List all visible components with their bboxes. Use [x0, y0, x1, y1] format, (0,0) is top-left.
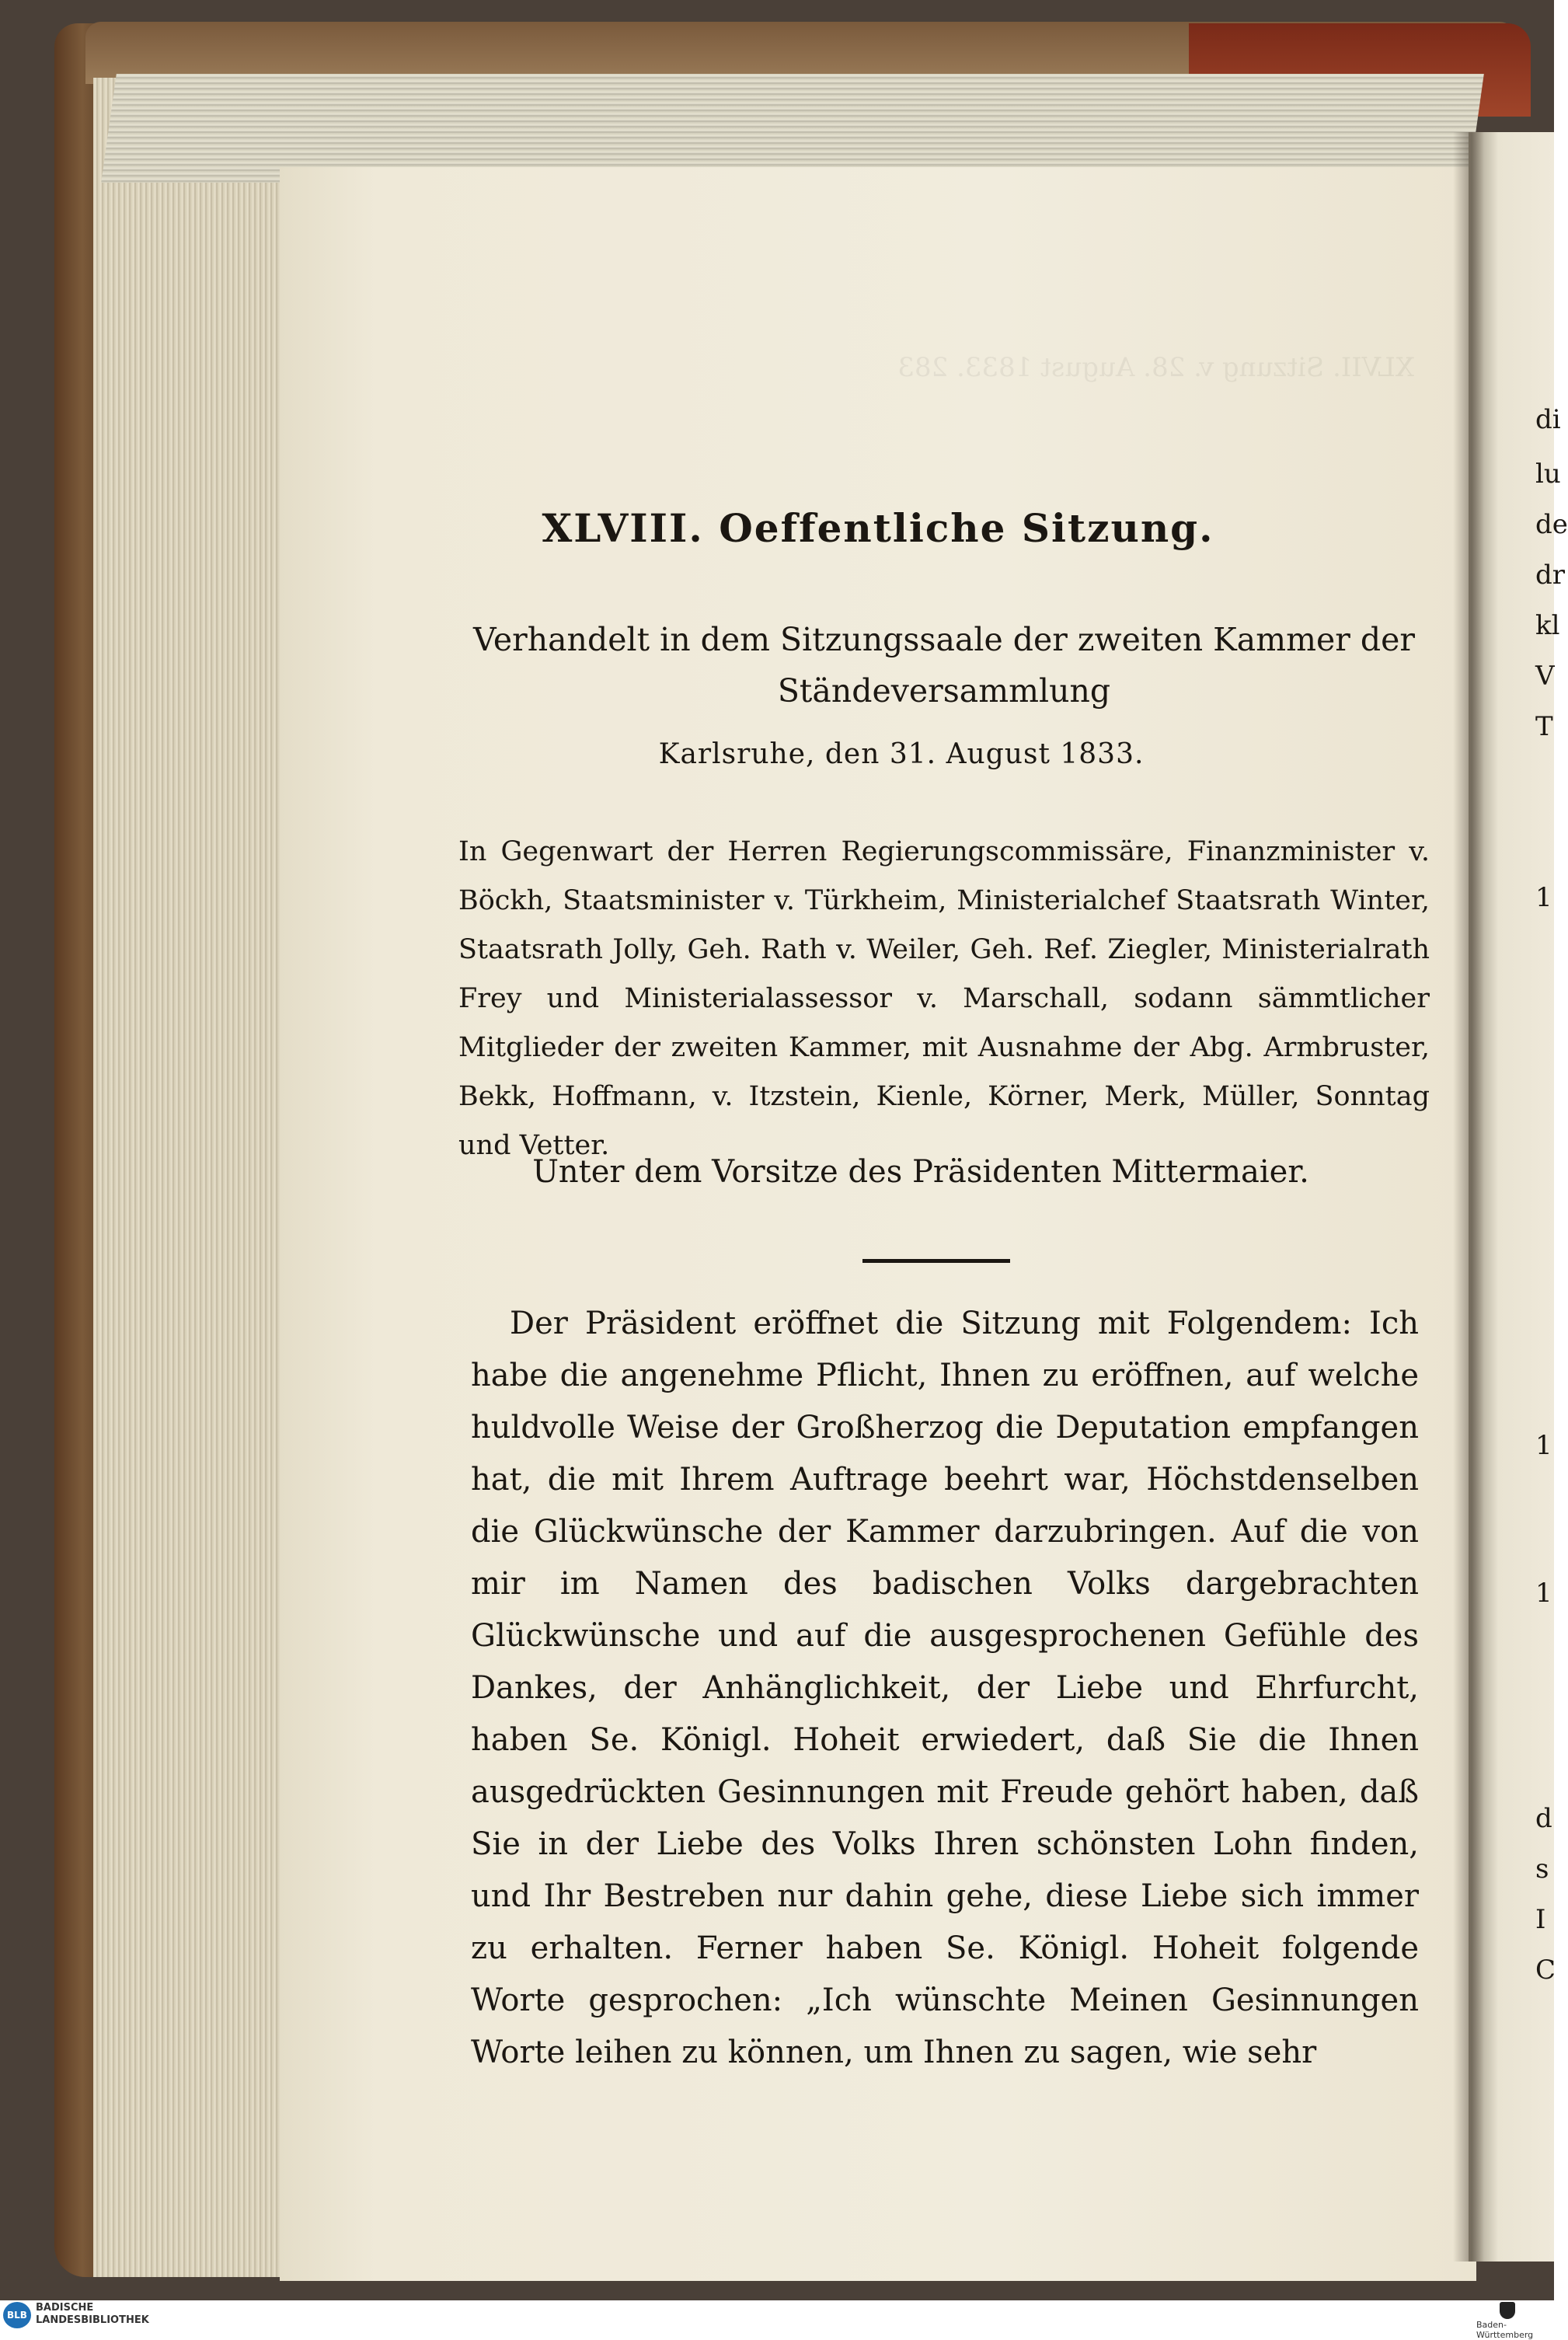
right-page-fragment: 1	[1535, 1430, 1552, 1461]
library-logo-icon: BLB	[3, 2302, 31, 2328]
chair-line: Unter dem Vorsitze des Präsidenten Mittermaier.	[532, 1154, 1309, 1190]
right-page-fragment: I	[1535, 1904, 1546, 1935]
place-date: Karlsruhe, den 31. August 1833.	[658, 738, 1145, 770]
library-name	[36, 2302, 149, 2327]
presence-paragraph: In Gegenwart der Herren Regierungscommissäre, Finanzminister v. Böckh, Staatsminister v. Türkheim, Ministerialchef Staatsrath Winter, Staatsrath Jolly, Geh. Rath v. Weiler, Geh. Ref. Ziegler, Ministerialrath Frey und Ministerialassessor v. Marschall, sodann sämmtlicher Mitglieder der zweiten Kammer, mit Ausnahme der Abg. Armbruster, Bekk, Hoffmann, v. Itzstein, Kienle, Körner, Merk, Müller, Sonntag und Vetter.	[458, 836, 1430, 1161]
right-page-fragment: 1	[1535, 1578, 1552, 1609]
library-name-line2: LANDESBIBLIOTHEK	[36, 2314, 149, 2326]
right-page-fragment: de	[1535, 509, 1568, 540]
right-page-fragment: C	[1535, 1955, 1556, 1986]
right-page-fragment: lu	[1535, 459, 1561, 490]
library-name-line1: BADISCHE	[36, 2302, 94, 2314]
right-page-fragment: dr	[1535, 560, 1566, 591]
bleed-through-header: XLVII. Sitzung v. 28. August 1833. 283	[897, 352, 1414, 383]
partner-name: Baden-Württemberg	[1476, 2320, 1534, 2340]
chapter-heading: XLVIII. Oeffentliche Sitzung.	[542, 505, 1214, 551]
body-paragraph: Der Präsident eröffnet die Sitzung mit Folgendem: Ich habe die angenehme Pflicht, Ihnen zu eröffnen, auf welche huldvolle Weise der Großherzog die Deputation empfangen hat, die mit Ihrem Auftrage beehrt war, Höchstdenselben die Glückwünsche der Kammer darzubringen. Auf die von mir im Namen des badischen Volks dargebrachten Glückwünsche und auf die ausgesprochenen Gefühle des Dankes, der Anhänglichkeit, der Liebe und Ehrfurcht, haben Se. Königl. Hoheit erwiedert, daß Sie die Ihnen ausgedrückten Gesinnungen mit Freude gehört haben, daß Sie in der Liebe des Volks Ihren schönsten Lohn finden, und Ihr Bestreben nur dahin gehe, diese Liebe sich immer zu erhalten. Ferner haben Se. Königl. Hoheit folgende Worte gesprochen: „Ich wünschte Meinen Gesinnungen Worte leihen zu können, um Ihnen zu sagen, wie sehr	[471, 1306, 1419, 2070]
right-page-fragment: V	[1535, 661, 1555, 692]
right-page-fragment: T	[1535, 711, 1553, 742]
page-edges-top	[101, 74, 1484, 183]
right-page-fragment: s	[1535, 1854, 1549, 1885]
section-divider	[862, 1259, 1010, 1263]
session-subtitle: Verhandelt in dem Sitzungssaale der zweiten Kammer der Ständeversammlung	[472, 621, 1415, 710]
page-edges	[93, 78, 295, 2277]
footer-bar	[0, 2300, 1554, 2331]
page-gutter	[1453, 132, 1484, 2262]
right-page-fragment: di	[1535, 404, 1561, 435]
right-page-fragment: 1	[1535, 882, 1552, 913]
right-page-fragment: d	[1535, 1803, 1552, 1834]
state-crest-icon	[1500, 2302, 1515, 2319]
right-page-fragment: kl	[1535, 610, 1560, 641]
